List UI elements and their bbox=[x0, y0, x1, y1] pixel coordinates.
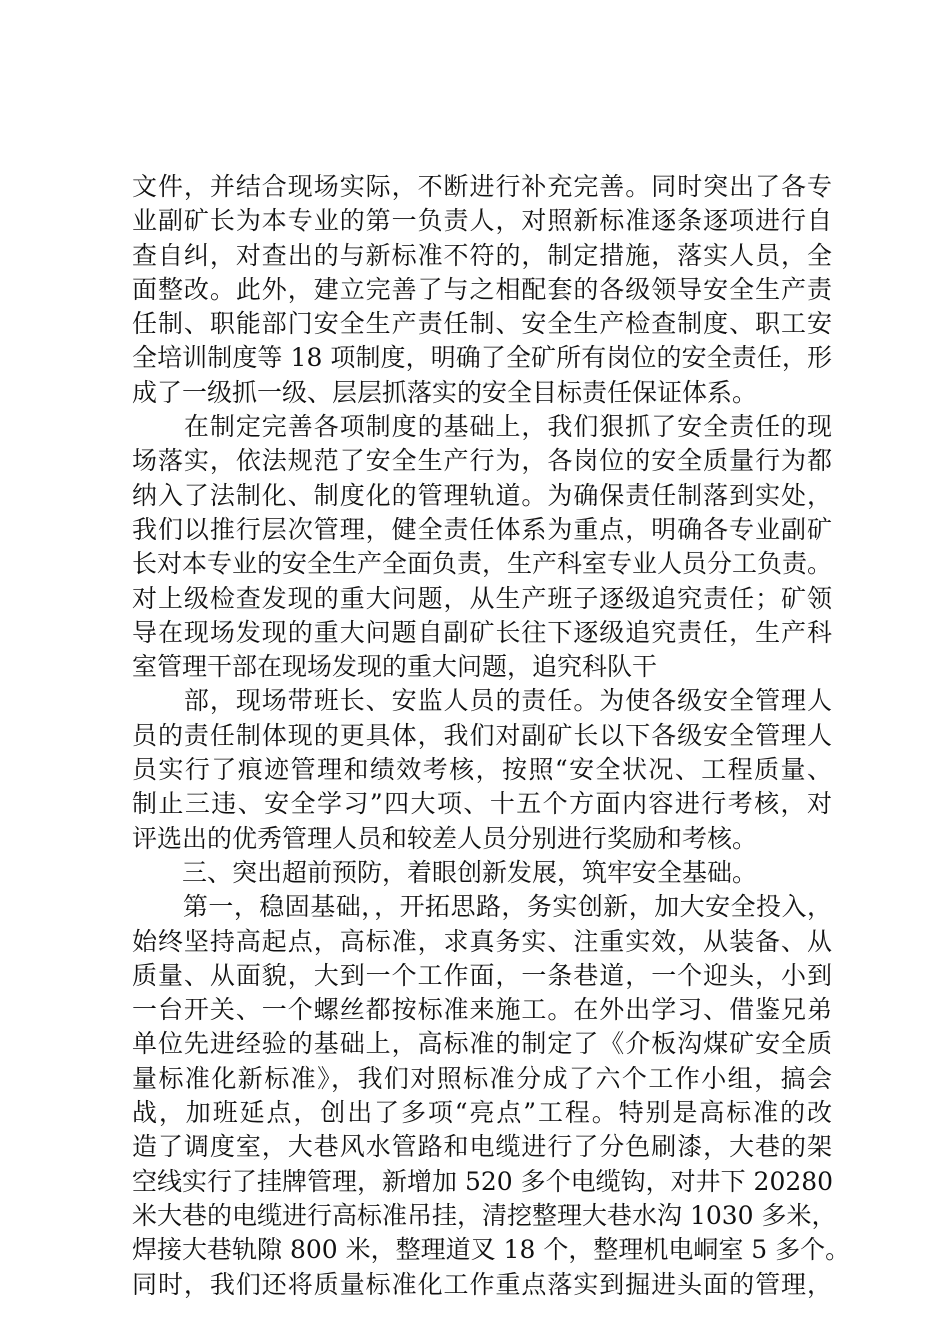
text-line: 全培训制度等 18 项制度，明确了全矿所有岗位的安全责任，形 bbox=[132, 343, 832, 373]
text-line: 我们以推行层次管理，健全责任体系为重点，明确各专业副矿 bbox=[132, 514, 832, 544]
text-line: 长对本专业的安全生产全面负责，生产科室专业人员分工负责。 bbox=[132, 549, 833, 579]
text-line: 空线实行了挂牌管理，新增加 520 多个电缆钩，对井下 20280 bbox=[132, 1166, 834, 1196]
text-line: 评选出的优秀管理人员和较差人员分别进行奖励和考核。 bbox=[132, 823, 758, 853]
text-line: 业副矿长为本专业的第一负责人，对照新标准逐条逐项进行自 bbox=[132, 206, 832, 236]
text-line: 第一，稳固基础，，开拓思路，务实创新，加大安全投入， bbox=[132, 892, 832, 922]
text-line: 焊接大巷轨隙 800 米，整理道叉 18 个，整理机电峒室 5 多个。 bbox=[132, 1235, 851, 1265]
text-line: 成了一级抓一级、层层抓落实的安全目标责任保证体系。 bbox=[132, 377, 758, 407]
text-line: 员的责任制体现的更具体，我们对副矿长以下各级安全管理人 bbox=[132, 720, 832, 750]
text-line: 量标准化新标准》，我们对照标准分成了六个工作小组，搞会 bbox=[132, 1063, 832, 1093]
text-line: 一台开关、一个螺丝都按标准来施工。在外出学习、借鉴兄弟 bbox=[132, 995, 832, 1025]
text-line: 面整改。此外，建立完善了与之相配套的各级领导安全生产责 bbox=[132, 274, 832, 304]
text-line: 室管理干部在现场发现的重大问题，追究科队干 bbox=[132, 652, 658, 682]
text-line: 造了调度室，大巷风水管路和电缆进行了分色刷漆，大巷的架 bbox=[132, 1132, 832, 1162]
text-line: 同时，我们还将质量标准化工作重点落实到掘进头面的管理， bbox=[132, 1269, 832, 1299]
text-line: 员实行了痕迹管理和绩效考核，按照“安全状况、工程质量、 bbox=[132, 755, 832, 785]
text-line: 始终坚持高起点，高标准，求真务实、注重实效，从装备、从 bbox=[132, 926, 832, 956]
text-line: 制止三违、安全学习”四大项、十五个方面内容进行考核，对 bbox=[132, 789, 832, 819]
text-line: 米大巷的电缆进行高标准吊挂，清挖整理大巷水沟 1030 多米， bbox=[132, 1200, 837, 1230]
text-line: 质量、从面貌，大到一个工作面，一条巷道，一个迎头，小到 bbox=[132, 960, 832, 990]
text-line: 单位先进经验的基础上，高标准的制定了《介板沟煤矿安全质 bbox=[132, 1029, 832, 1059]
text-line: 导在现场发现的重大问题自副矿长往下逐级追究责任，生产科 bbox=[132, 617, 832, 647]
text-line: 对上级检查发现的重大问题，从生产班子逐级追究责任；矿领 bbox=[132, 583, 832, 613]
section-heading: 三、突出超前预防，着眼创新发展，筑牢安全基础。 bbox=[132, 857, 758, 887]
text-line: 部，现场带班长、安监人员的责任。为使各级安全管理人 bbox=[132, 686, 832, 716]
text-line: 文件，并结合现场实际，不断进行补充完善。同时突出了各专 bbox=[132, 172, 832, 201]
text-line: 查自纠，对查出的与新标准不符的，制定措施，落实人员，全 bbox=[132, 240, 832, 270]
text-line: 纳入了法制化、制度化的管理轨道。为确保责任制落到实处， bbox=[132, 480, 832, 510]
text-line: 在制定完善各项制度的基础上，我们狠抓了安全责任的现 bbox=[132, 412, 832, 442]
text-line: 场落实，依法规范了安全生产行为，各岗位的安全质量行为都 bbox=[132, 446, 832, 476]
text-line: 任制、职能部门安全生产责任制、安全生产检查制度、职工安 bbox=[132, 309, 832, 339]
body-text bbox=[132, 170, 851, 1302]
text-line: 战，加班延点，创出了多项“亮点”工程。特别是高标准的改 bbox=[132, 1098, 832, 1128]
